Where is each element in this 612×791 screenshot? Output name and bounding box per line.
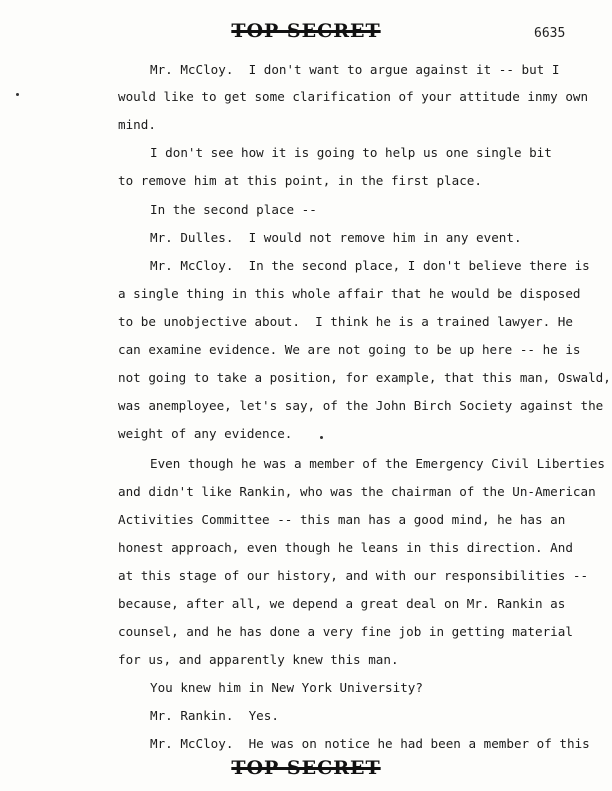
text-line: Mr. McCloy. I don't want to argue against it -- but I xyxy=(150,62,560,77)
text-line: counsel, and he has done a very fine job in getting material xyxy=(118,624,573,639)
text-line: Mr. McCloy. He was on notice he had been a member of this xyxy=(150,736,590,751)
scan-speck xyxy=(16,93,19,96)
text-line: Mr. McCloy. In the second place, I don't believe there is xyxy=(150,258,590,273)
text-line: was anemployee, let's say, of the John Birch Society against the xyxy=(118,398,604,413)
text-line: because, after all, we depend a great deal on Mr. Rankin as xyxy=(118,596,566,611)
text-line: to remove him at this point, in the first place. xyxy=(118,173,482,188)
text-line: would like to get some clarification of your attitude inmy own xyxy=(118,89,589,104)
text-line: to be unobjective about. I think he is a trained lawyer. He xyxy=(118,314,573,329)
scan-speck xyxy=(320,436,323,439)
text-line: can examine evidence. We are not going to be up here -- he is xyxy=(118,342,581,357)
text-line: I don't see how it is going to help us one single bit xyxy=(150,145,552,160)
text-line: Activities Committee -- this man has a good mind, he has an xyxy=(118,512,566,527)
text-line: at this stage of our history, and with our responsibilities -- xyxy=(118,568,589,583)
text-line: You knew him in New York University? xyxy=(150,680,423,695)
text-line: not going to take a position, for example, that this man, Oswald, xyxy=(118,370,611,385)
text-line: Mr. Rankin. Yes. xyxy=(150,708,279,723)
text-line: Mr. Dulles. I would not remove him in any event. xyxy=(150,230,522,245)
top-classification-marking: TOP SECRET xyxy=(231,20,381,42)
bottom-classification-marking: TOP SECRET xyxy=(231,757,381,779)
text-line: mind. xyxy=(118,117,156,132)
page-number: 6635 xyxy=(534,26,566,41)
text-line: weight of any evidence. xyxy=(118,426,293,441)
text-line: and didn't like Rankin, who was the chairman of the Un-American xyxy=(118,484,596,499)
text-line: Even though he was a member of the Emergency Civil Liberties xyxy=(150,456,605,471)
text-line: a single thing in this whole affair that he would be disposed xyxy=(118,286,581,301)
text-line: In the second place -- xyxy=(150,202,317,217)
text-line: for us, and apparently knew this man. xyxy=(118,652,399,667)
text-line: honest approach, even though he leans in this direction. And xyxy=(118,540,573,555)
